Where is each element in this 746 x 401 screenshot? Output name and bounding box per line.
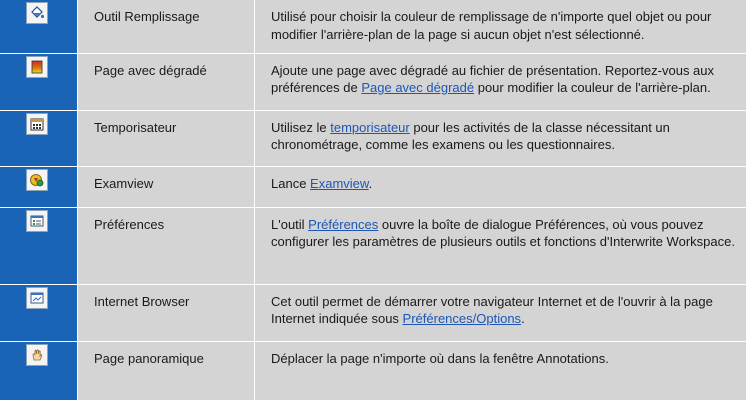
icon-cell: [0, 284, 78, 341]
description-text: pour modifier la couleur de l'arrière-plan.: [474, 80, 711, 95]
internet-browser-icon[interactable]: [26, 287, 48, 309]
description-text: Lance: [271, 176, 310, 191]
description-text: Utilisé pour choisir la couleur de remplissage de n'importe quel objet ou pour modifier l'arrière-plan de la page si aucun objet n'est sélectionné.: [271, 9, 711, 42]
table-row: [0, 284, 746, 341]
description-text: L'outil: [271, 217, 308, 232]
icon-cell: [0, 166, 78, 207]
tool-description: [255, 341, 746, 400]
tool-description: [255, 284, 746, 341]
table-row: [0, 0, 746, 53]
description-text: Ajoute une page avec dégradé au fichier de présentation. Reportez-vous aux préférences de: [271, 63, 714, 96]
examview-icon[interactable]: [26, 169, 48, 191]
table-row: [0, 207, 746, 284]
tool-name: Temporisateur: [78, 110, 255, 166]
tool-description: [255, 0, 746, 53]
icon-cell: [0, 110, 78, 166]
description-text: Utilisez le: [271, 120, 330, 135]
page-avec-degrade-link[interactable]: Page avec dégradé: [361, 80, 474, 95]
pan-hand-icon[interactable]: [26, 344, 48, 366]
preferences-link[interactable]: Préférences: [308, 217, 378, 232]
tool-name: Page panoramique: [78, 341, 255, 400]
timer-icon[interactable]: [26, 113, 48, 135]
description-text: ouvre la boîte de dialogue Préférences, où vous pouvez configurer les paramètres de plusieurs outils et fonctions d'Interwrite Workspace.: [271, 217, 735, 250]
temporisateur-link[interactable]: temporisateur: [330, 120, 409, 135]
gradient-page-icon[interactable]: [26, 56, 48, 78]
description-text: Cet outil permet de démarrer votre navigateur Internet et de l'ouvrir à la page Internet indiquée sous: [271, 294, 713, 327]
tool-description: [255, 207, 746, 284]
description-text: .: [369, 176, 373, 191]
preferences-icon[interactable]: [26, 210, 48, 232]
icon-cell: [0, 207, 78, 284]
icon-cell: [0, 341, 78, 400]
tool-description: [255, 166, 746, 207]
tool-description: [255, 110, 746, 166]
preferences-options-link[interactable]: Préférences/Options: [403, 311, 522, 326]
description-text: .: [521, 311, 525, 326]
description-text: pour les activités de la classe nécessitant un chronométrage, comme les examens ou les questionnaires.: [271, 120, 670, 153]
table-row: [0, 341, 746, 400]
description-text: Déplacer la page n'importe où dans la fenêtre Annotations.: [271, 351, 609, 366]
table-row: [0, 110, 746, 166]
examview-link[interactable]: Examview: [310, 176, 369, 191]
tool-name: Préférences: [78, 207, 255, 284]
tool-description: [255, 53, 746, 110]
icon-cell: [0, 0, 78, 53]
tool-name: Examview: [78, 166, 255, 207]
table-row: [0, 166, 746, 207]
tool-name: Outil Remplissage: [78, 0, 255, 53]
tool-name: Internet Browser: [78, 284, 255, 341]
table-row: [0, 53, 746, 110]
paint-bucket-icon[interactable]: [26, 2, 48, 24]
tool-name: Page avec dégradé: [78, 53, 255, 110]
icon-cell: [0, 53, 78, 110]
